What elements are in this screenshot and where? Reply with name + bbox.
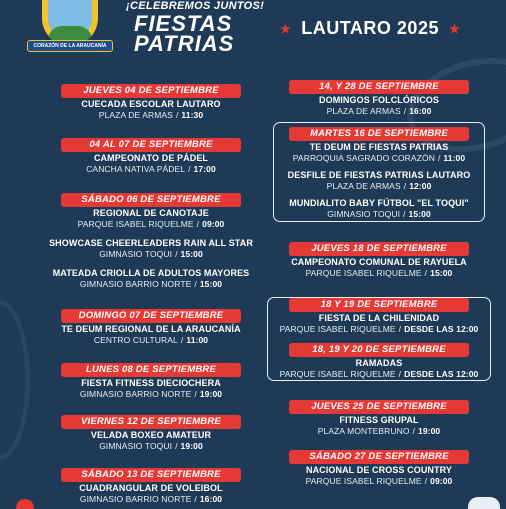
date-badge: SÁBADO 13 DE SEPTIEMBRE bbox=[61, 468, 241, 482]
event-name: CAMPEONATO COMUNAL DE RAYUELA bbox=[291, 257, 467, 267]
event-name: DESFILE DE FIESTAS PATRIAS LAUTARO bbox=[287, 170, 471, 180]
date-badge: VIERNES 12 DE SEPTIEMBRE bbox=[61, 415, 241, 429]
date-badge: SÁBADO 27 DE SEPTIEMBRE bbox=[289, 450, 469, 464]
event-place: GIMNASIO TOQUI / 19:00 bbox=[99, 441, 203, 451]
date-group bbox=[40, 134, 262, 174]
date-badge: 18, 19 Y 20 DE SEPTIEMBRE bbox=[289, 343, 469, 357]
event-place: CANCHA NATIVA PÁDEL / 17:00 bbox=[86, 164, 216, 174]
date-group bbox=[262, 123, 496, 219]
date-group bbox=[262, 446, 496, 486]
municipal-logo bbox=[30, 0, 110, 56]
city-heading bbox=[280, 18, 460, 39]
bottom-decoration bbox=[16, 499, 34, 509]
date-badge: SÁBADO 06 DE SEPTIEMBRE bbox=[61, 193, 241, 207]
event-place: PLAZA DE ARMAS / 16:00 bbox=[326, 106, 432, 116]
event-name: FIESTA DE LA CHILENIDAD bbox=[318, 313, 440, 323]
event-name: MUNDIALITO BABY FÚTBOL "EL TOQUI" bbox=[289, 198, 469, 208]
date-group bbox=[40, 305, 262, 345]
date-group bbox=[40, 189, 262, 289]
city-title: LAUTARO 2025 bbox=[301, 18, 439, 38]
date-group bbox=[40, 464, 262, 504]
date-badge: 18 Y 19 DE SEPTIEMBRE bbox=[289, 298, 469, 312]
event-place: PARQUE ISABEL RIQUELME / 09:00 bbox=[77, 219, 225, 229]
event-name: FIESTA FITNESS DIECIOCHERA bbox=[81, 378, 221, 388]
event-place: PLAZA DE ARMAS / 12:00 bbox=[326, 181, 432, 191]
tagline: ¡CELEBREMOS JUNTOS! bbox=[126, 0, 265, 12]
date-badge: DOMINGO 07 DE SEPTIEMBRE bbox=[61, 309, 241, 323]
event-place: PLAZA DE ARMAS / 11:30 bbox=[98, 110, 204, 120]
event-name: RAMADAS bbox=[355, 358, 403, 368]
title-line-2: PATRIAS bbox=[134, 31, 235, 56]
page-title bbox=[134, 11, 235, 56]
date-badge: 14, Y 28 DE SEPTIEMBRE bbox=[289, 80, 469, 94]
event-name: CUADRANGULAR DE VOLEIBOL bbox=[79, 483, 223, 493]
date-group bbox=[40, 80, 262, 120]
date-group bbox=[262, 76, 496, 116]
event-place: PARQUE ISABEL RIQUELME / 09:00 bbox=[305, 476, 453, 486]
event-place: GIMNASIO BARRIO NORTE / 15:00 bbox=[79, 279, 223, 289]
star-icon: ★ bbox=[448, 21, 461, 36]
date-badge: MARTES 16 DE SEPTIEMBRE bbox=[289, 127, 469, 141]
event-name: DOMINGOS FOLCLÓRICOS bbox=[319, 95, 439, 105]
event-place: GIMNASIO TOQUI / 15:00 bbox=[99, 249, 203, 259]
date-badge: JUEVES 18 DE SEPTIEMBRE bbox=[289, 242, 469, 256]
event-name: VELADA BOXEO AMATEUR bbox=[90, 430, 212, 440]
event-name: CUECADA ESCOLAR LAUTARO bbox=[81, 99, 221, 109]
date-group bbox=[262, 294, 496, 334]
event-place: PARROQUIA SAGRADO CORAZÓN / 11:00 bbox=[292, 153, 466, 163]
star-icon: ★ bbox=[280, 21, 292, 36]
event-name: NACIONAL DE CROSS COUNTRY bbox=[305, 465, 452, 475]
event-name: REGIONAL DE CANOTAJE bbox=[93, 208, 209, 218]
date-group bbox=[40, 359, 262, 399]
event-place: PARQUE ISABEL RIQUELME / DESDE LAS 12:00 bbox=[279, 324, 479, 334]
date-group bbox=[40, 411, 262, 451]
event-place: GIMNASIO BARRIO NORTE / 19:00 bbox=[79, 389, 223, 399]
date-badge: 04 AL 07 DE SEPTIEMBRE bbox=[61, 138, 241, 152]
date-group bbox=[262, 396, 496, 436]
logo-ribbon-text: CORAZÓN DE LA ARAUCANÍA bbox=[27, 40, 114, 52]
event-name: FITNESS GRUPAL bbox=[339, 415, 419, 425]
title-line-1: FIESTAS bbox=[134, 11, 233, 36]
bottom-decoration bbox=[468, 497, 500, 509]
date-badge: JUEVES 04 DE SEPTIEMBRE bbox=[61, 84, 241, 98]
event-place: PLAZA MONTEBRUNO / 19:00 bbox=[317, 426, 441, 436]
event-name: CAMPEONATO DE PÁDEL bbox=[93, 153, 209, 163]
event-place: GIMNASIO BARRIO NORTE / 16:00 bbox=[79, 494, 223, 504]
date-badge: LUNES 08 DE SEPTIEMBRE bbox=[61, 363, 241, 377]
event-name: TE DEUM DE FIESTAS PATRIAS bbox=[309, 142, 449, 152]
background-swoosh bbox=[0, 300, 30, 460]
event-name: MATEADA CRIOLLA DE ADULTOS MAYORES bbox=[52, 268, 250, 278]
date-badge: JUEVES 25 DE SEPTIEMBRE bbox=[289, 400, 469, 414]
date-group bbox=[262, 339, 496, 379]
event-place: CENTRO CULTURAL / 11:00 bbox=[93, 335, 209, 345]
event-name: TE DEUM REGIONAL DE LA ARAUCANÍA bbox=[61, 324, 241, 334]
event-place: PARQUE ISABEL RIQUELME / DESDE LAS 12:00 bbox=[279, 369, 479, 379]
date-group bbox=[262, 238, 496, 278]
event-place: GIMNASIO TOQUI / 15:00 bbox=[327, 209, 431, 219]
event-name: SHOWCASE CHEERLEADERS RAIN ALL STAR bbox=[49, 238, 253, 248]
event-place: PARQUE ISABEL RIQUELME / 15:00 bbox=[305, 268, 453, 278]
